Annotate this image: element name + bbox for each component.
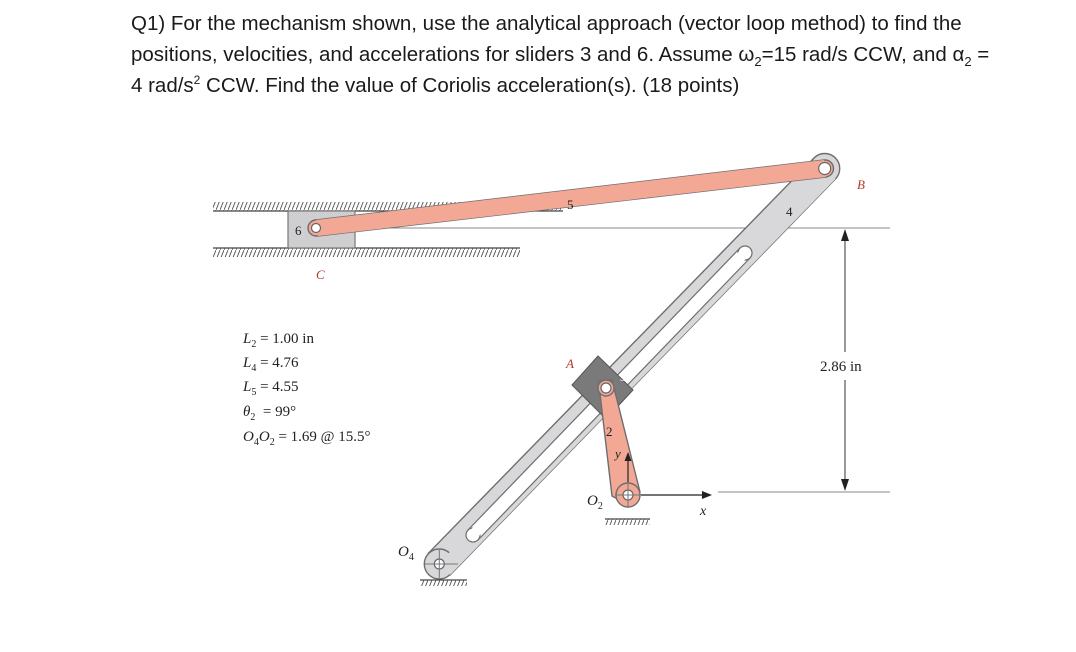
pin-B (819, 163, 831, 175)
link-number-5: 5 (567, 197, 574, 212)
omega-subscript: 2 (754, 54, 762, 69)
bottom-guide-ground (213, 248, 520, 257)
x-axis (641, 491, 890, 499)
param-L4: $L_4 = 4.76$ (243, 355, 299, 374)
pin-A (601, 383, 611, 393)
link-number-2: 2 (606, 424, 613, 439)
alpha-unit-exponent: 2 (193, 73, 201, 87)
label-x-axis: x (700, 504, 707, 519)
link-number-3: 3 (620, 370, 626, 384)
alpha-symbol: α (952, 43, 965, 66)
param-L2: $L_2 = 1.00$ in (243, 331, 314, 350)
label-B: B (857, 177, 865, 192)
param-O4O2: $O_4O_2 = 1.69$ @ 15.5° (243, 429, 371, 448)
param-theta2: $\theta_2 = 99^\circ$ (243, 404, 297, 423)
alpha-value: = 4 rad/s (131, 43, 990, 97)
link-4 (424, 154, 839, 580)
question-intro: Q1) For the mechanism shown, use the analytical approach (vector loop method) to find the positions, velocities, and accelerations for sliders 3 and 6. Assume (131, 12, 962, 66)
param-L5: $L_5 = 4.55$ (243, 379, 299, 398)
omega-value: =15 rad/s CCW, and (761, 43, 953, 66)
pin-C (312, 224, 321, 233)
alpha-subscript: 2 (964, 54, 972, 69)
label-y-axis: y (615, 446, 621, 461)
dimension-label: 2.86 in (820, 359, 862, 375)
label-O2: $O_2$ (587, 493, 603, 512)
omega-symbol: ω (738, 43, 755, 66)
label-C: C (316, 267, 325, 282)
parameter-list (242, 331, 370, 448)
question-outro: CCW. Find the value of Coriolis acceleration(s). (18 points) (200, 74, 740, 97)
label-O4: $O_4$ (398, 544, 414, 563)
link-number-6: 6 (295, 223, 302, 238)
label-A: A (566, 356, 574, 371)
link-number-4: 4 (786, 204, 793, 219)
